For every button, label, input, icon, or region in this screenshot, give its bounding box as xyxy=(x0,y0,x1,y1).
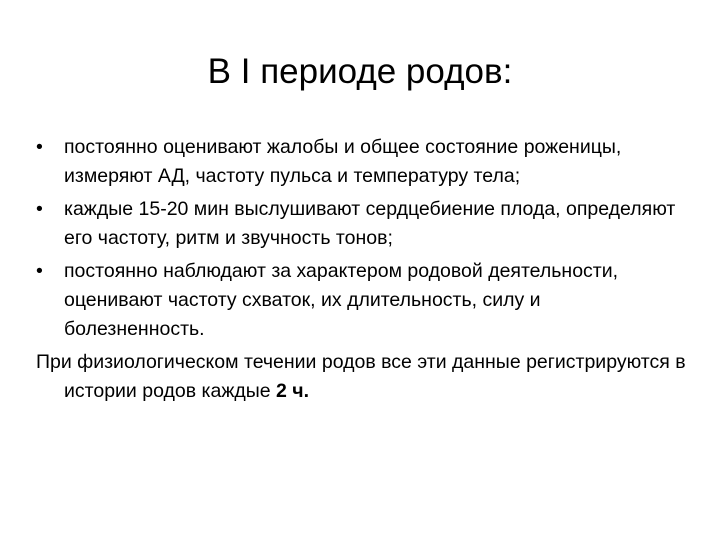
closing-text: При физиологическом течении родов все эти данные регистрируются в истории родов каждые xyxy=(36,351,686,402)
bullet-list xyxy=(36,133,686,344)
bullet-text: постоянно оценивают жалобы и общее состояние роженицы, измеряют АД, частоту пульса и температуру тела; xyxy=(64,136,622,187)
slide-body xyxy=(36,133,686,406)
closing-paragraph xyxy=(36,348,686,406)
bullet-marker: • xyxy=(36,136,43,158)
bullet-item xyxy=(36,195,686,253)
bullet-text: каждые 15-20 мин выслушивают сердцебиение плода, определяют его частоту, ритм и звучность тонов; xyxy=(64,198,676,249)
closing-emphasis: 2 ч. xyxy=(276,380,310,402)
bullet-item xyxy=(36,257,686,344)
bullet-text: постоянно наблюдают за характером родовой деятельности, оценивают частоту схваток, их длительность, силу и болезненность. xyxy=(64,260,619,340)
bullet-item xyxy=(36,133,686,191)
bullet-marker: • xyxy=(36,260,43,282)
bullet-marker: • xyxy=(36,198,43,220)
slide-title: В I периоде родов: xyxy=(207,52,513,91)
